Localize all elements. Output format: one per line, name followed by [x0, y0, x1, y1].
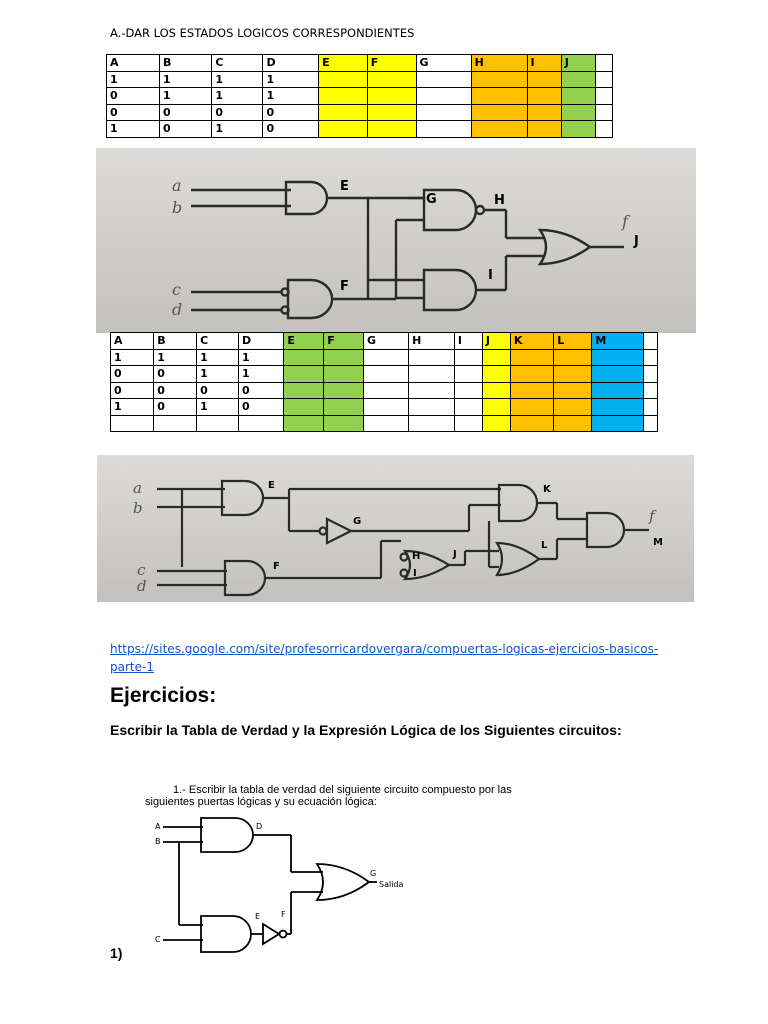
cell: 0: [212, 104, 263, 121]
cell: [409, 399, 455, 416]
cell: [454, 366, 482, 383]
cell: [367, 121, 416, 138]
cell: [561, 88, 595, 105]
cell: [592, 415, 644, 432]
gate-label-i: I: [413, 568, 417, 579]
cell: [554, 366, 592, 383]
cell: 1: [111, 399, 154, 416]
cell: 0: [263, 104, 319, 121]
cell: 1: [263, 88, 319, 105]
table-row: [111, 349, 658, 366]
cell: [284, 415, 324, 432]
cell: [510, 366, 553, 383]
cell: 0: [263, 121, 319, 138]
wire-label-e: E: [255, 912, 261, 921]
input-label-a: A: [155, 822, 161, 831]
cell: [409, 382, 455, 399]
output-label-f: f: [622, 212, 628, 231]
cell: [554, 382, 592, 399]
gate-label-g: G: [426, 192, 437, 207]
cell: [324, 366, 364, 383]
header-cell: D: [238, 333, 283, 350]
input-label-d: d: [172, 300, 183, 319]
header-cell: M: [592, 333, 644, 350]
header-cell: F: [367, 55, 416, 72]
gate-label-e: E: [268, 480, 275, 491]
cell: [319, 71, 368, 88]
header-cell: H: [471, 55, 527, 72]
header-cell: G: [364, 333, 409, 350]
cell: [324, 399, 364, 416]
truth-table-2: [110, 332, 658, 432]
circuit-photo-2: [97, 455, 694, 602]
input-label-b: b: [172, 198, 183, 217]
cell: [454, 415, 482, 432]
cell: [409, 366, 455, 383]
cell: [482, 415, 510, 432]
gate-label-j: J: [634, 234, 639, 249]
cell: [561, 121, 595, 138]
cell: [482, 382, 510, 399]
cell: [592, 382, 644, 399]
gate-label-l: L: [541, 540, 548, 551]
gate-label-e: E: [340, 179, 349, 194]
cell: [554, 349, 592, 366]
cell: [284, 366, 324, 383]
cell: [471, 121, 527, 138]
cell: [482, 349, 510, 366]
gate-label-f: F: [273, 561, 280, 572]
wire-label-g: G: [370, 869, 377, 878]
cell: [527, 71, 561, 88]
cell: [364, 349, 409, 366]
header-cell: B: [159, 55, 211, 72]
gate-label-k: K: [543, 484, 551, 495]
cell: [284, 382, 324, 399]
cell: 0: [111, 366, 154, 383]
circuit-diagram-2: [97, 455, 694, 602]
header-cell: A: [107, 55, 160, 72]
header-cell: [596, 55, 613, 72]
cell: [364, 382, 409, 399]
cell: [527, 88, 561, 105]
cell: [592, 366, 644, 383]
cell: [416, 104, 471, 121]
header-cell: J: [561, 55, 595, 72]
cell: [644, 399, 658, 416]
table-row: [107, 71, 613, 88]
cell: 1: [197, 366, 239, 383]
table-row: [111, 366, 658, 383]
header-cell: H: [409, 333, 455, 350]
cell: [471, 71, 527, 88]
table-row: [111, 333, 658, 350]
cell: [644, 366, 658, 383]
cell: 1: [197, 399, 239, 416]
output-label-f: f: [649, 507, 655, 525]
cell: [364, 399, 409, 416]
table-row: [107, 88, 613, 105]
cell: [111, 415, 154, 432]
cell: [561, 71, 595, 88]
header-cell: F: [324, 333, 364, 350]
cell: [554, 399, 592, 416]
cell: 0: [238, 399, 283, 416]
circuit-photo-1: [96, 148, 696, 333]
cell: 0: [197, 382, 239, 399]
header-cell: B: [154, 333, 197, 350]
cell: [324, 382, 364, 399]
cell: 0: [238, 382, 283, 399]
cell: 1: [159, 88, 211, 105]
cell: 0: [111, 382, 154, 399]
input-label-c: C: [155, 935, 161, 944]
cell: [510, 415, 553, 432]
header-cell: E: [284, 333, 324, 350]
cell: [367, 104, 416, 121]
header-cell: I: [527, 55, 561, 72]
header-cell: [644, 333, 658, 350]
cell: [644, 382, 658, 399]
cell: [510, 399, 553, 416]
cell: [367, 88, 416, 105]
cell: [238, 415, 283, 432]
cell: [596, 104, 613, 121]
cell: [416, 88, 471, 105]
header-cell: C: [212, 55, 263, 72]
header-cell: I: [454, 333, 482, 350]
table-row: [107, 55, 613, 72]
cell: 1: [212, 121, 263, 138]
cell: 1: [212, 88, 263, 105]
cell: 1: [238, 366, 283, 383]
gate-label-h: H: [412, 551, 421, 562]
cell: [364, 415, 409, 432]
header-cell: J: [482, 333, 510, 350]
input-label-d: d: [137, 577, 147, 595]
cell: [416, 121, 471, 138]
truth-table-1: [106, 54, 613, 138]
cell: 1: [154, 349, 197, 366]
header-cell: D: [263, 55, 319, 72]
cell: 0: [107, 104, 160, 121]
header-cell: C: [197, 333, 239, 350]
cell: [154, 415, 197, 432]
cell: [592, 399, 644, 416]
exercise-caption-line-1: 1.- Escribir la tabla de verdad del siguiente circuito compuesto por las: [173, 784, 512, 796]
cell: [197, 415, 239, 432]
cell: [561, 104, 595, 121]
table-row: [111, 382, 658, 399]
cell: [644, 349, 658, 366]
cell: [454, 349, 482, 366]
input-label-b: B: [155, 837, 161, 846]
cell: [644, 415, 658, 432]
cell: [482, 366, 510, 383]
header-cell: G: [416, 55, 471, 72]
cell: 0: [107, 88, 160, 105]
exercise-caption-line-2: siguientes puertas lógicas y su ecuación lógica:: [145, 796, 377, 808]
cell: [416, 71, 471, 88]
cell: 1: [107, 71, 160, 88]
reference-link[interactable]: https://sites.google.com/site/profesorricardovergara/compuertas-logicas-ejercicios-basicos-parte-1: [110, 642, 659, 674]
table-row: [111, 415, 658, 432]
output-label-salida: Salida: [379, 880, 404, 889]
cell: 0: [154, 382, 197, 399]
section-instruction: Escribir la Tabla de Verdad y la Expresión Lógica de los Siguientes circuitos:: [110, 722, 622, 738]
table-row: [111, 399, 658, 416]
cell: [454, 382, 482, 399]
table-row: [107, 104, 613, 121]
cell: 0: [159, 104, 211, 121]
cell: [367, 71, 416, 88]
header-cell: K: [510, 333, 553, 350]
section-title: Ejercicios:: [110, 684, 217, 707]
input-label-a: a: [133, 479, 142, 497]
gate-label-h: H: [494, 193, 505, 208]
circuit-image-3: [145, 780, 595, 960]
table-row: [107, 121, 613, 138]
cell: [592, 349, 644, 366]
cell: 1: [197, 349, 239, 366]
cell: [471, 88, 527, 105]
cell: [284, 399, 324, 416]
wire-label-f: F: [281, 910, 286, 919]
cell: [364, 366, 409, 383]
cell: [596, 121, 613, 138]
cell: 1: [212, 71, 263, 88]
cell: [596, 71, 613, 88]
cell: [510, 349, 553, 366]
cell: 0: [154, 399, 197, 416]
cell: 1: [238, 349, 283, 366]
cell: [554, 415, 592, 432]
header-cell: A: [111, 333, 154, 350]
cell: 0: [159, 121, 211, 138]
cell: [471, 104, 527, 121]
input-label-b: b: [133, 499, 143, 517]
cell: 1: [263, 71, 319, 88]
gate-label-m: M: [653, 537, 663, 548]
input-label-a: a: [172, 176, 182, 195]
circuit-diagram-1: [96, 148, 696, 333]
cell: [482, 399, 510, 416]
gate-label-f: F: [340, 279, 349, 294]
cell: [324, 415, 364, 432]
cell: [454, 399, 482, 416]
input-label-c: c: [137, 561, 146, 579]
cell: 0: [154, 366, 197, 383]
exercise-number: 1): [110, 945, 123, 961]
cell: [319, 104, 368, 121]
cell: [527, 104, 561, 121]
cell: [409, 349, 455, 366]
cell: [319, 121, 368, 138]
cell: [284, 349, 324, 366]
cell: 1: [159, 71, 211, 88]
header-cell: L: [554, 333, 592, 350]
gate-label-g: G: [353, 516, 362, 527]
gate-label-j: J: [453, 549, 457, 560]
wire-label-d: D: [256, 822, 263, 831]
cell: [527, 121, 561, 138]
section-heading: A.-DAR LOS ESTADOS LOGICOS CORRESPONDIENTES: [110, 26, 415, 40]
cell: 1: [111, 349, 154, 366]
gate-label-i: I: [488, 268, 493, 283]
cell: [409, 415, 455, 432]
input-label-c: c: [172, 280, 181, 299]
cell: [319, 88, 368, 105]
cell: 1: [107, 121, 160, 138]
cell: [324, 349, 364, 366]
cell: [510, 382, 553, 399]
header-cell: E: [319, 55, 368, 72]
cell: [596, 88, 613, 105]
